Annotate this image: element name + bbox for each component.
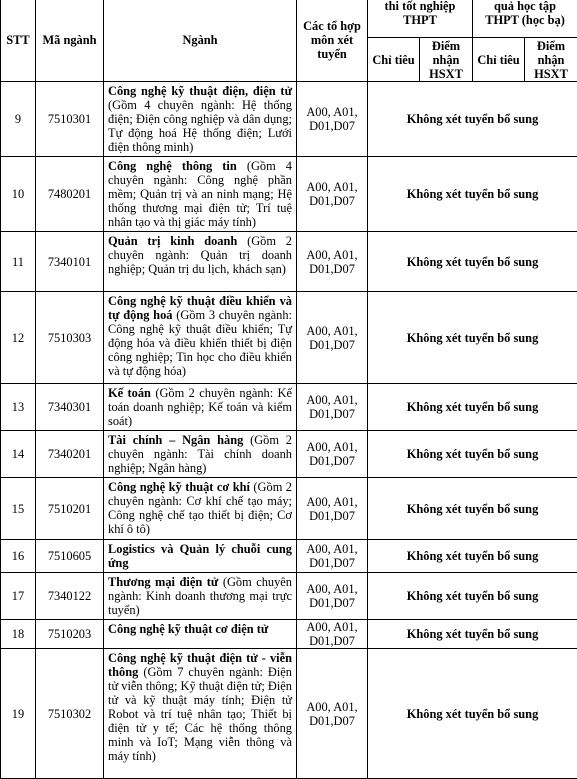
row-status: Không xét tuyển bổ sung [368,573,577,620]
major-name: Tài chính – Ngân hàng [108,433,243,447]
table-row [1,478,577,540]
row-code: 7340101 [36,232,104,292]
major-name: Công nghệ kỹ thuật cơ điện tử [108,622,268,636]
row-combo: A00, A01, D01,D07 [297,292,368,384]
major-desc: (Gồm 7 chuyên ngành: Điện tử viễn thông; Kỹ thuật điện tử; Điện tử và kỹ thuật máy tính; Điện tử Robot và trí tuệ nhân tạo; Thiết bị điện tử y tế; Các hệ thống thông minh và IoT; Mạng viễn thông và máy tính) [108,665,292,763]
row-major [104,384,297,431]
row-code: 7340301 [36,384,104,431]
major-name: Thương mại điện tử [108,575,218,589]
major-desc: (Gồm 2 chuyên ngành: Quản trị doanh nghiệp; Quản trị du lịch, khách sạn) [108,234,292,276]
header-group-hocba: quả học tập THPT (học bạ) [473,0,577,38]
major-name: Công nghệ thông tin [108,159,237,173]
table-header [1,0,577,82]
header-group-thpt: thi tốt nghiệp THPT [368,0,473,38]
major-desc: (Gồm 3 chuyên ngành: Công nghệ kỹ thuật điều khiển; Tự động hóa và điều khiển thiết bị điện công nghiệp; Tin học cho điều khiển và tự động hóa) [108,308,292,378]
row-stt: 12 [1,292,36,384]
row-stt: 9 [1,82,36,157]
row-code: 7510201 [36,478,104,540]
major-name: Công nghệ kỹ thuật điều khiển và tự động hoá [108,294,292,322]
row-combo: A00, A01, D01,D07 [297,573,368,620]
major-name: Logistics và Quản lý chuỗi cung ứng [108,542,292,570]
header-stt: STT [1,0,36,82]
row-combo: A00, A01, D01,D07 [297,157,368,232]
row-stt: 19 [1,649,36,779]
row-status: Không xét tuyển bổ sung [368,157,577,232]
major-desc: (Gồm 4 chuyên ngành: Hệ thống điện; Điện công nghiệp và dân dụng; Tự động hoá Hệ thống điện; Lưới điện thông minh) [108,98,292,154]
row-status: Không xét tuyển bổ sung [368,478,577,540]
major-desc: (Gồm 2 chuyên ngành: Tài chính doanh nghiệp; Ngân hàng) [108,433,292,475]
table-row [1,292,577,384]
header-code: Mã ngành [36,0,104,82]
table-row [1,649,577,779]
header-major: Ngành [104,0,297,82]
major-name: Công nghệ kỹ thuật điện tử - viễn thông [108,651,292,679]
major-desc: (Gồm chuyên ngành: Kinh doanh thương mại trực tuyến) [108,575,292,617]
major-desc: (Gồm 2 chuyên ngành: Kế toán doanh nghiệp; Kế toán và kiểm soát) [108,386,292,428]
row-major [104,620,297,649]
major-name: Kế toán [108,386,151,400]
row-status: Không xét tuyển bổ sung [368,384,577,431]
row-stt: 15 [1,478,36,540]
table-row [1,573,577,620]
row-stt: 10 [1,157,36,232]
row-code: 7340201 [36,431,104,478]
row-major [104,431,297,478]
row-major [104,292,297,384]
header-score-thpt: Điểm nhận HSXT [420,38,473,82]
row-stt: 11 [1,232,36,292]
row-combo: A00, A01, D01,D07 [297,384,368,431]
row-status: Không xét tuyển bổ sung [368,620,577,649]
row-combo: A00, A01, D01,D07 [297,649,368,779]
row-stt: 17 [1,573,36,620]
table-body [1,82,577,779]
row-major [104,649,297,779]
row-code: 7480201 [36,157,104,232]
row-major [104,157,297,232]
row-stt: 14 [1,431,36,478]
header-score-hocba: Điểm nhận HSXT [525,38,577,82]
header-quota-hocba: Chỉ tiêu [473,38,525,82]
row-combo: A00, A01, D01,D07 [297,82,368,157]
row-major [104,478,297,540]
table-row [1,82,577,157]
row-combo: A00, A01, D01,D07 [297,478,368,540]
header-combo: Các tổ hợp môn xét tuyển [297,0,368,82]
row-major [104,540,297,573]
table-row [1,540,577,573]
row-combo: A00, A01, D01,D07 [297,620,368,649]
row-major [104,573,297,620]
row-code: 7510203 [36,620,104,649]
row-status: Không xét tuyển bổ sung [368,232,577,292]
table-row [1,620,577,649]
row-status: Không xét tuyển bổ sung [368,540,577,573]
row-stt: 13 [1,384,36,431]
row-status: Không xét tuyển bổ sung [368,431,577,478]
table-row [1,157,577,232]
row-code: 7510303 [36,292,104,384]
row-combo: A00, A01, D01,D07 [297,431,368,478]
row-stt: 16 [1,540,36,573]
row-combo: A00, A01, D01,D07 [297,540,368,573]
row-status: Không xét tuyển bổ sung [368,649,577,779]
major-desc: (Gồm 4 chuyên ngành: Công nghệ phần mềm; Quản trị và an ninh mạng; Hệ thống thương mại điện tử; Trí tuệ nhân tạo và thị giác máy tính) [108,159,292,229]
major-name: Công nghệ kỹ thuật điện, điện tử [108,84,292,98]
major-name: Quản trị kinh doanh [108,234,237,248]
row-major [104,232,297,292]
row-major [104,82,297,157]
row-stt: 18 [1,620,36,649]
row-code: 7510302 [36,649,104,779]
row-status: Không xét tuyển bổ sung [368,82,577,157]
header-quota-thpt: Chỉ tiêu [368,38,420,82]
major-desc: (Gồm 2 chuyên ngành: Cơ khí chế tạo máy; Công nghệ chế tạo thiết bị điện; Cơ khí ô tô) [108,480,292,536]
row-code: 7510605 [36,540,104,573]
row-code: 7340122 [36,573,104,620]
row-status: Không xét tuyển bổ sung [368,292,577,384]
table-row [1,384,577,431]
table-row [1,232,577,292]
row-code: 7510301 [36,82,104,157]
row-combo: A00, A01, D01,D07 [297,232,368,292]
table-row [1,431,577,478]
major-name: Công nghệ kỹ thuật cơ khí [108,480,250,494]
